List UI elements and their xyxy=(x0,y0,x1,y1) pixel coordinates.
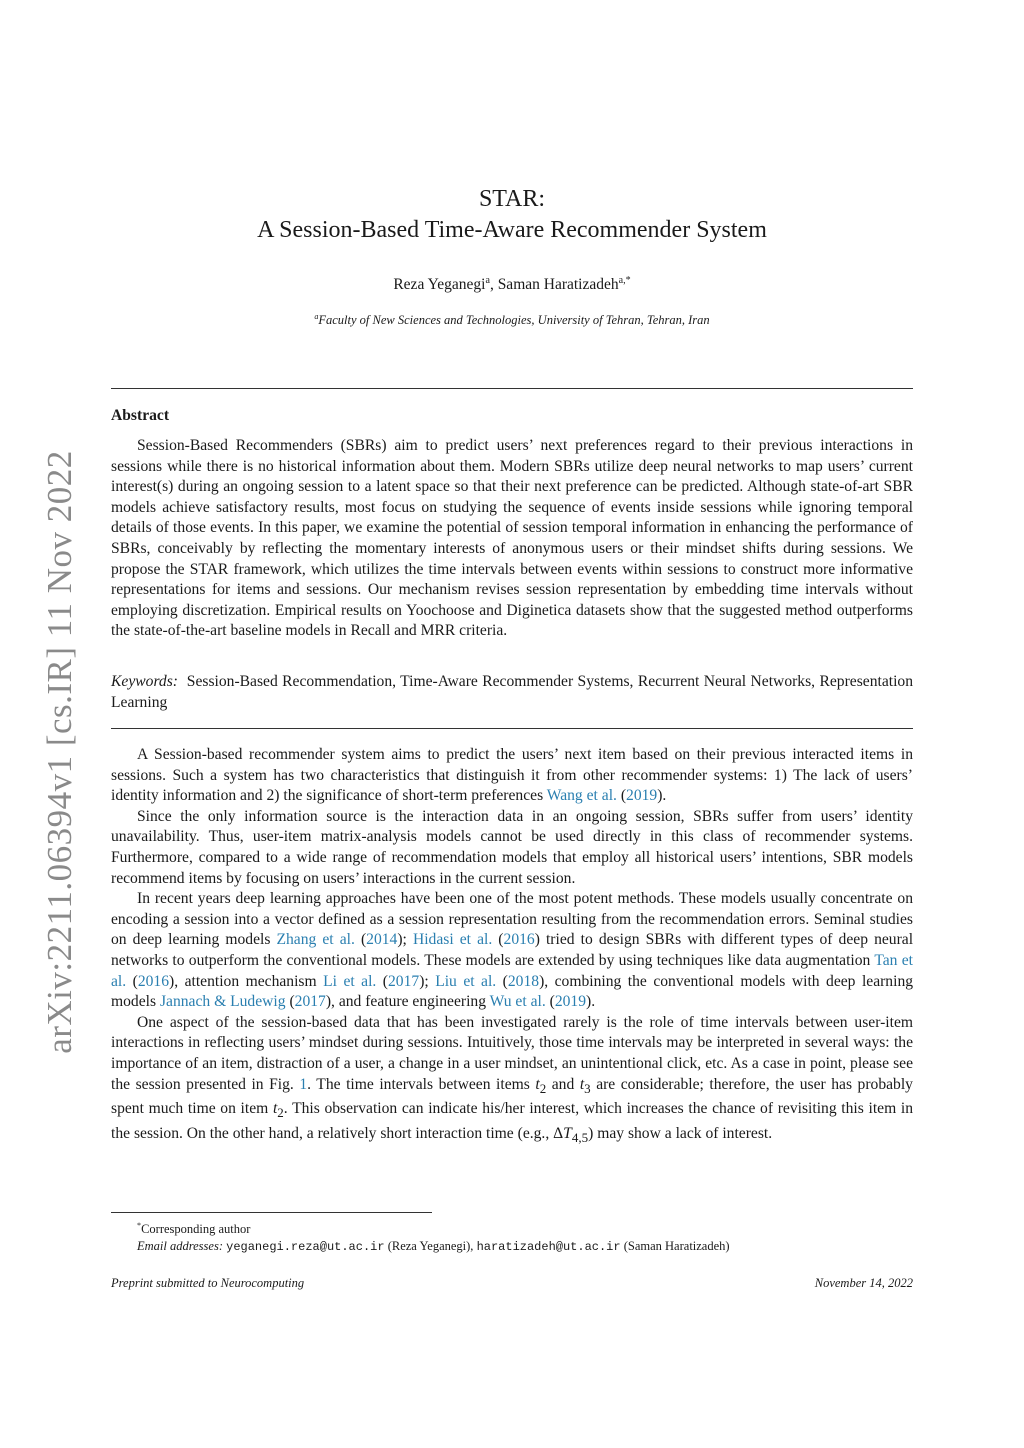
math-subscript: 3 xyxy=(584,1080,591,1096)
math-symbol: t xyxy=(272,1100,278,1118)
text-run: ), combining the conventional models with deep learning models xyxy=(111,972,914,1011)
text-run: ); xyxy=(419,972,436,990)
text-run: A Session-based recommender system aims to predict the users’ next item based on their previous interacted items in sessions. Such a system has two characteristics that distinguish it from other recommender systems: 1) The lack of users’ identity information and 2) the significance of short-term preferences xyxy=(111,746,913,805)
math-subscript: 2 xyxy=(539,1080,547,1096)
footnote-mark: * xyxy=(137,1221,142,1230)
citation-link[interactable]: 2019 xyxy=(554,993,587,1011)
footnote xyxy=(137,1217,730,1256)
math-symbol: t xyxy=(579,1075,585,1093)
citation-link[interactable]: Jannach & Ludewig xyxy=(159,993,286,1011)
arxiv-identifier: arXiv:2211.06394v1 [cs.IR] 11 Nov 2022 xyxy=(40,450,79,1054)
citation-link[interactable]: 2019 xyxy=(626,787,658,805)
text-run: ( xyxy=(492,931,504,949)
footer-preprint-note: Preprint submitted to Neurocomputing xyxy=(111,1276,305,1290)
text-run: ), and feature engineering xyxy=(325,993,490,1011)
author-affil-mark: a xyxy=(485,275,490,286)
abstract-body xyxy=(111,436,913,642)
paper-title-line2: A Session-Based Time-Aware Recommender System xyxy=(257,217,767,243)
author-name: Saman Haratizadeh xyxy=(497,276,619,294)
citation-link[interactable]: Wu et al. xyxy=(489,993,546,1011)
text-run: ) may show a lack of interest. xyxy=(588,1124,773,1142)
paper-title-line1: STAR: xyxy=(478,186,546,212)
text-run: ( xyxy=(376,972,388,990)
citation-link[interactable]: Tan et al. xyxy=(111,951,913,990)
citation-link[interactable]: 1 xyxy=(299,1075,308,1093)
text-run: In recent years deep learning approaches have been one of the most potent methods. These models usually concentrate on encoding a session into a vector defined as a session representation resulting from the recommendation errors. Seminal studies on deep learning models xyxy=(111,890,913,949)
introduction-body xyxy=(111,745,913,1149)
email-link[interactable]: haratizadeh@ut.ac.ir xyxy=(476,1240,621,1255)
text-run: are considerable; therefore, the user has probably spent much time on item xyxy=(111,1075,913,1118)
text-run: ). xyxy=(586,993,596,1011)
citation-link[interactable]: Hidasi et al. xyxy=(412,931,493,949)
author-name: Reza Yeganegi xyxy=(393,276,486,294)
keywords xyxy=(111,672,913,713)
body-paragraph xyxy=(111,807,913,889)
corresponding-note: Corresponding author xyxy=(141,1222,251,1237)
body-paragraph xyxy=(111,1013,913,1149)
text-run: ( xyxy=(496,972,508,990)
citation-link[interactable]: Wang et al. xyxy=(546,787,617,805)
abstract-heading: Abstract xyxy=(111,407,170,424)
text-run: ). xyxy=(657,787,667,805)
author-separator: , xyxy=(489,276,498,294)
citation-link[interactable]: Zhang et al. xyxy=(276,931,355,949)
math-subscript: 2 xyxy=(277,1105,284,1121)
citation-link[interactable]: Liu et al. xyxy=(435,972,497,990)
citation-link[interactable]: 2014 xyxy=(366,931,398,949)
citation-link[interactable]: 2017 xyxy=(388,972,420,990)
text-run: and xyxy=(546,1075,580,1093)
citation-link[interactable]: 2016 xyxy=(137,972,170,990)
body-paragraph xyxy=(111,889,913,1013)
math-symbol: T xyxy=(563,1124,572,1142)
math-symbol: t xyxy=(535,1075,540,1093)
keywords-label: Keywords: xyxy=(111,673,178,690)
email-link[interactable]: yeganegi.reza@ut.ac.ir xyxy=(226,1240,385,1255)
divider xyxy=(111,728,913,729)
keywords-text: Session-Based Recommendation, Time-Aware Recommender Systems, Recurrent Neural Networks, Representation Learning xyxy=(111,673,913,711)
text-run: ( xyxy=(285,993,295,1011)
citation-link[interactable]: 2017 xyxy=(294,993,326,1011)
email-owner: (Saman Haratizadeh) xyxy=(620,1239,730,1254)
affil-mark: a xyxy=(314,312,319,321)
text-run: ( xyxy=(545,993,555,1011)
footnote-rule xyxy=(111,1212,432,1213)
text-run: ( xyxy=(616,787,627,805)
email-owner: (Reza Yeganegi), xyxy=(384,1239,477,1254)
abstract-text: Session-Based Recommenders (SBRs) aim to predict users’ next preferences regard to their previous interactions in sessions while there is no historical information about them. Modern SBRs utilize deep neural networks to map users’ current interest(s) during an ongoing session to a latent space so that their next preference can be predicted. Although state-of-art SBR models achieve satisfactory results, most focus on studying the sequence of events inside sessions while ignoring temporal details of those events. In this paper, we examine the potential of session temporal information in enhancing the performance of SBRs, conceivably by reflecting the momentary interests of anonymous users or their mindset shifts during sessions. We propose the STAR framework, which utilizes the time intervals between events within sessions to construct more informative representations for items and sessions. Our mechanism revises session representation by embedding time intervals without employing discretization. Empirical results on Yoochoose and Diginetica datasets show that the suggested method outperforms the state-of-the-art baseline models in Recall and MRR criteria. xyxy=(111,437,913,640)
text-run: ), attention mechanism xyxy=(169,972,324,990)
authors xyxy=(0,275,1024,294)
affiliation xyxy=(0,312,1024,328)
text-run: ( xyxy=(354,931,367,949)
affiliation-text: Faculty of New Sciences and Technologies, University of Tehran, Tehran, Iran xyxy=(318,313,710,328)
citation-link[interactable]: Li et al. xyxy=(323,972,377,990)
math-subscript: 4,5 xyxy=(571,1130,589,1146)
citation-link[interactable]: 2018 xyxy=(507,972,540,990)
author-affil-mark: a,* xyxy=(618,275,631,286)
text-run: Since the only information source is the interaction data in an ongoing session, SBRs suffer from users’ identity unavailability. Thus, user-item matrix-analysis models cannot be used directly in this class of recommender systems. Furthermore, compared to a wide range of recommendation models that employ all historical users’ intentions, SBR models recommend items by focusing on users’ interactions in the current session. xyxy=(111,807,913,887)
email-label: Email addresses: xyxy=(137,1239,223,1254)
footer-date: November 14, 2022 xyxy=(814,1276,913,1290)
divider xyxy=(111,388,913,389)
text-run: . This observation can indicate his/her interest, which increases the chance of revisiting this item in the session. On the other hand, a relatively short interaction time (e.g., Δ xyxy=(111,1100,913,1142)
text-run: . The time intervals between items xyxy=(307,1075,536,1093)
citation-link[interactable]: 2016 xyxy=(503,931,535,949)
text-run: One aspect of the session-based data that has been investigated rarely is the role of time intervals between user-item interactions in reflecting users’ mindset during sessions. Intuitively, those time intervals may be interpreted in several ways: the importance of an item, distraction of a user, a change in a user mindset, an unintentional click, etc. As a case in point, please see the session presented in Fig. xyxy=(111,1013,913,1093)
text-run: ); xyxy=(397,931,413,949)
text-run: ) tried to design SBRs with different types of deep neural networks to outperform the conventional models. These models are extended by using techniques like data augmentation xyxy=(111,931,914,969)
text-run: ( xyxy=(126,972,138,990)
body-paragraph xyxy=(111,745,913,807)
